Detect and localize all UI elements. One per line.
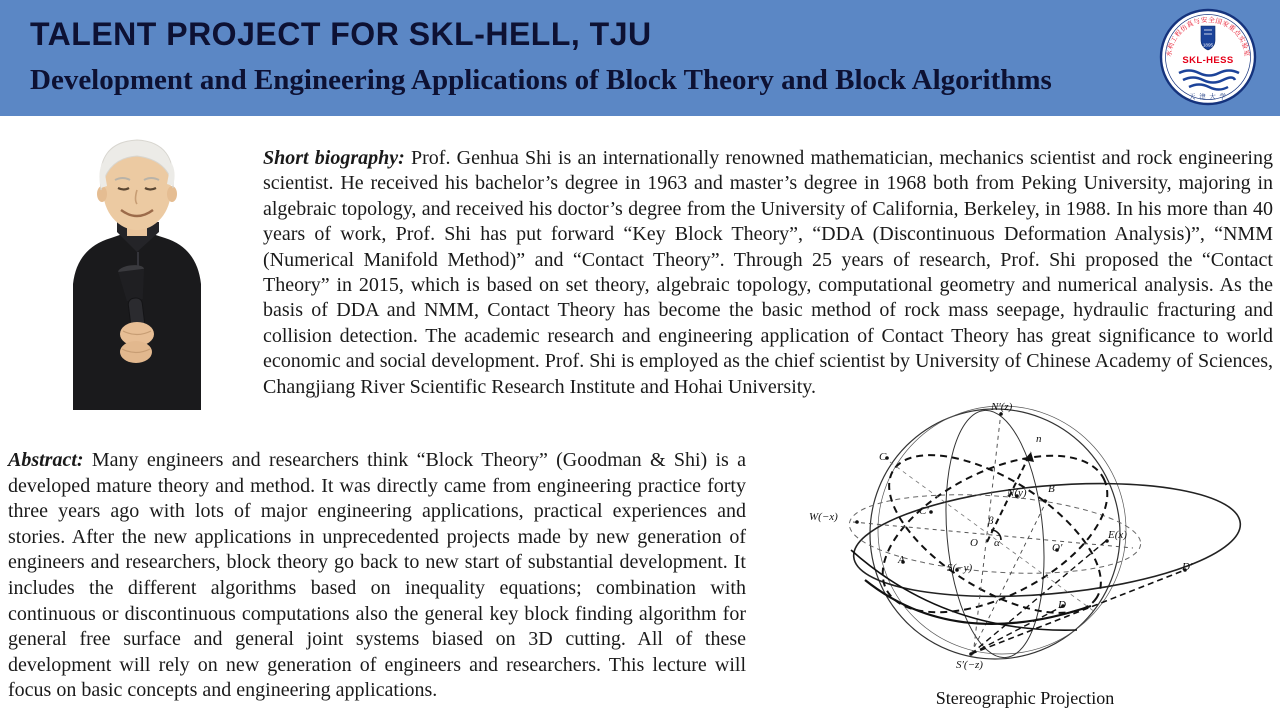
figure-point-label: E(x) <box>1108 529 1127 541</box>
abstract-text: Many engineers and researchers think “Block Theory” (Goodman & Shi) is a developed mature theory and method. It was directly came from engineering practice forty three years ago with lots of major engineering applications, practical experiences and stories. After the new applications in unprecedented projects made by new generation of engineers and researchers, block theory go back to new start of substantial development. It includes the different algorithms based on inequality equations; combination with continuous or discontinuous computations also the general key block finding algorithm for general free surface and general joint systems biased on 3D cutting. All of these development will rely on new generation of engineers and researchers. This lecture will focus on basic concepts and engineering applications. <box>8 449 746 702</box>
figure-point-label: α <box>994 537 1000 549</box>
seal-top-text: 水利工程仿真与安全国家重点实验室 <box>1165 16 1251 58</box>
stereographic-projection-figure <box>795 400 1255 686</box>
figure-point-label: A <box>898 554 905 566</box>
figure-point-label: O <box>970 537 978 549</box>
figure-point-label: C <box>879 451 887 463</box>
figure-point-label: D <box>1058 599 1066 611</box>
header-band <box>0 0 1280 116</box>
seal-bottom-text: 天 津 大 学 <box>1189 93 1227 101</box>
biography-paragraph <box>263 146 1273 432</box>
figure-point-label: O′ <box>1052 542 1063 554</box>
portrait-graphic <box>45 128 225 410</box>
sphere-diagram <box>795 400 1255 686</box>
figure-point-label: S(−y) <box>947 562 973 574</box>
figure-point-label: n <box>1036 433 1042 445</box>
figure-point-label: β <box>988 515 994 527</box>
professor-portrait-photo <box>45 128 225 410</box>
slide-title: TALENT PROJECT FOR SKL-HELL, TJU <box>30 16 652 52</box>
figure-point-label: N′(z) <box>991 401 1013 413</box>
figure-point-label: S′(−z) <box>956 659 983 671</box>
seal-shield-year: 1895 <box>1202 42 1214 48</box>
figure-point-label: W(−x) <box>809 511 838 523</box>
figure-point-label: N(y) <box>1007 487 1027 499</box>
slide-subtitle: Development and Engineering Applications of Block Theory and Block Algorithms <box>30 64 1052 96</box>
abstract-label: Abstract: <box>8 449 84 471</box>
figure-point-label: D′ <box>1182 561 1193 573</box>
lab-seal-graphic <box>1158 7 1258 107</box>
seal-center-text: SKL-HESS <box>1182 55 1234 66</box>
biography-label: Short biography: <box>263 147 405 169</box>
figure-point-label: C′ <box>919 505 929 517</box>
figure-point-label: B <box>1048 483 1055 495</box>
figure-caption: Stereographic Projection <box>935 688 1115 708</box>
skl-hess-lab-seal-icon <box>1158 7 1258 107</box>
biography-text: Prof. Genhua Shi is an internationally renowned mathematician, mechanics scientist and rock engineering scientist. He received his bachelor’s degree in 1963 and master’s degree in 1968 both from Peking University, majoring in algebraic topology, and received his doctor’s degree from the University of California, Berkeley, in 1988. In his more than 40 years of work, Prof. Shi has put forward “Key Block Theory”, “DDA (Discontinuous Deformation Analysis)”, “NMM (Numerical Manifold Method)” and “Contact Theory”. Through 25 years of research, Prof. Shi proposed the “Contact Theory” in 2015, which is based on set theory, algebraic topology, computational geometry and numerical analysis. As the basis of DDA and NMM, Contact Theory has become the basic method of rock mass seepage, hydraulic fracturing and collision detection. The academic research and engineering application of Contact Theory has great significance to world economic and social development. Prof. Shi is employed as the chief scientist by University of Chinese Academy of Sciences, Changjiang River Scientific Research Institute and Hohai University. <box>263 147 1273 398</box>
abstract-paragraph <box>8 448 746 720</box>
